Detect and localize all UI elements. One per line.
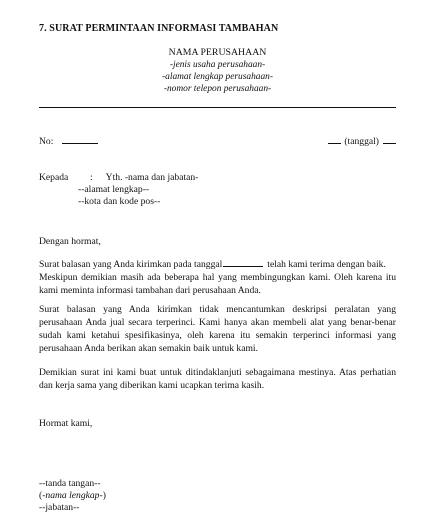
paragraph-2-line-3: sudah kami ketahui spesifikasinya, oleh karena itu semakin terperinci informasi yang: [39, 330, 396, 341]
company-address: -alamat lengkap perusahaan-: [162, 72, 273, 82]
closing: Hormat kami,: [39, 418, 93, 429]
paragraph-3: [39, 366, 396, 392]
paragraph-1-line-1: [39, 257, 396, 271]
paragraph-1-line-1-start: Surat balasan yang Anda kirimkan pada tanggal: [39, 259, 223, 270]
greeting: Dengan hormat,: [39, 236, 101, 247]
letter-date: [328, 134, 396, 148]
signature-block: [39, 478, 106, 514]
paragraph-1-line-2: Meskipun demikian masih ada beberapa hal yang membingungkan kami. Oleh karena itu: [39, 272, 396, 283]
signature-line: --tanda tangan--: [39, 478, 101, 489]
letterhead: [39, 47, 396, 95]
company-phone: -nomor telepon perusahaan-: [163, 84, 272, 94]
letter-number-blank: [62, 134, 98, 144]
paragraph-2: [39, 303, 396, 355]
signer-name: [39, 490, 106, 502]
date-blank-left: [328, 134, 341, 144]
recipient-block: [78, 172, 198, 208]
paragraph-3-line-1: Demikian surat ini kami buat untuk ditindaklanjuti sebagaimana mestinya. Atas perhatian: [39, 367, 396, 378]
recipient-label: Kepada: [39, 172, 69, 183]
paragraph-2-line-1: Surat balasan yang Anda kirimkan tidak mencantumkan deskripsi peralatan yang: [39, 304, 396, 315]
company-name: NAMA PERUSAHAAN: [168, 47, 267, 58]
letterhead-divider: [39, 107, 396, 108]
section-title: 7. SURAT PERMINTAAN INFORMASI TAMBAHAN: [39, 23, 279, 34]
paragraph-2-line-4: perusahaan Anda berikan akan semakin baik untuk kami.: [39, 343, 258, 354]
paragraph-1-line-1-end: telah kami terima dengan baik.: [267, 259, 386, 270]
recipient-name: Yth. -nama dan jabatan-: [105, 172, 199, 183]
date-label: (tanggal): [344, 136, 379, 147]
signer-name-open: (-: [39, 490, 46, 501]
recipient-name-line: : Yth. -nama dan jabatan-: [90, 172, 199, 183]
recipient-address: --alamat lengkap--: [78, 184, 150, 195]
paragraph-3-line-2: dan kerja sama yang diberikan kami ucapkan terima kasih.: [39, 380, 265, 391]
date-blank-right: [383, 134, 396, 144]
paragraph-1: [39, 257, 396, 297]
recipient-city: --kota dan kode pos--: [78, 196, 161, 207]
letter-number-label: No:: [39, 136, 54, 147]
paragraph-2-line-2: perusahaan Anda jual secara terperinci. Kami hanya akan membeli alat yang benar-benar: [39, 317, 396, 328]
signer-title: --jabatan--: [39, 502, 80, 513]
signer-name-text: nama lengkap-: [45, 490, 103, 501]
paragraph-1-line-3: kami meminta informasi tambahan dari perusahaan Anda.: [39, 285, 261, 296]
signer-name-close: ): [102, 490, 106, 501]
received-date-blank: [223, 257, 263, 267]
business-type: -jenis usaha perusahaan-: [169, 60, 266, 70]
letter-number: [39, 134, 98, 148]
